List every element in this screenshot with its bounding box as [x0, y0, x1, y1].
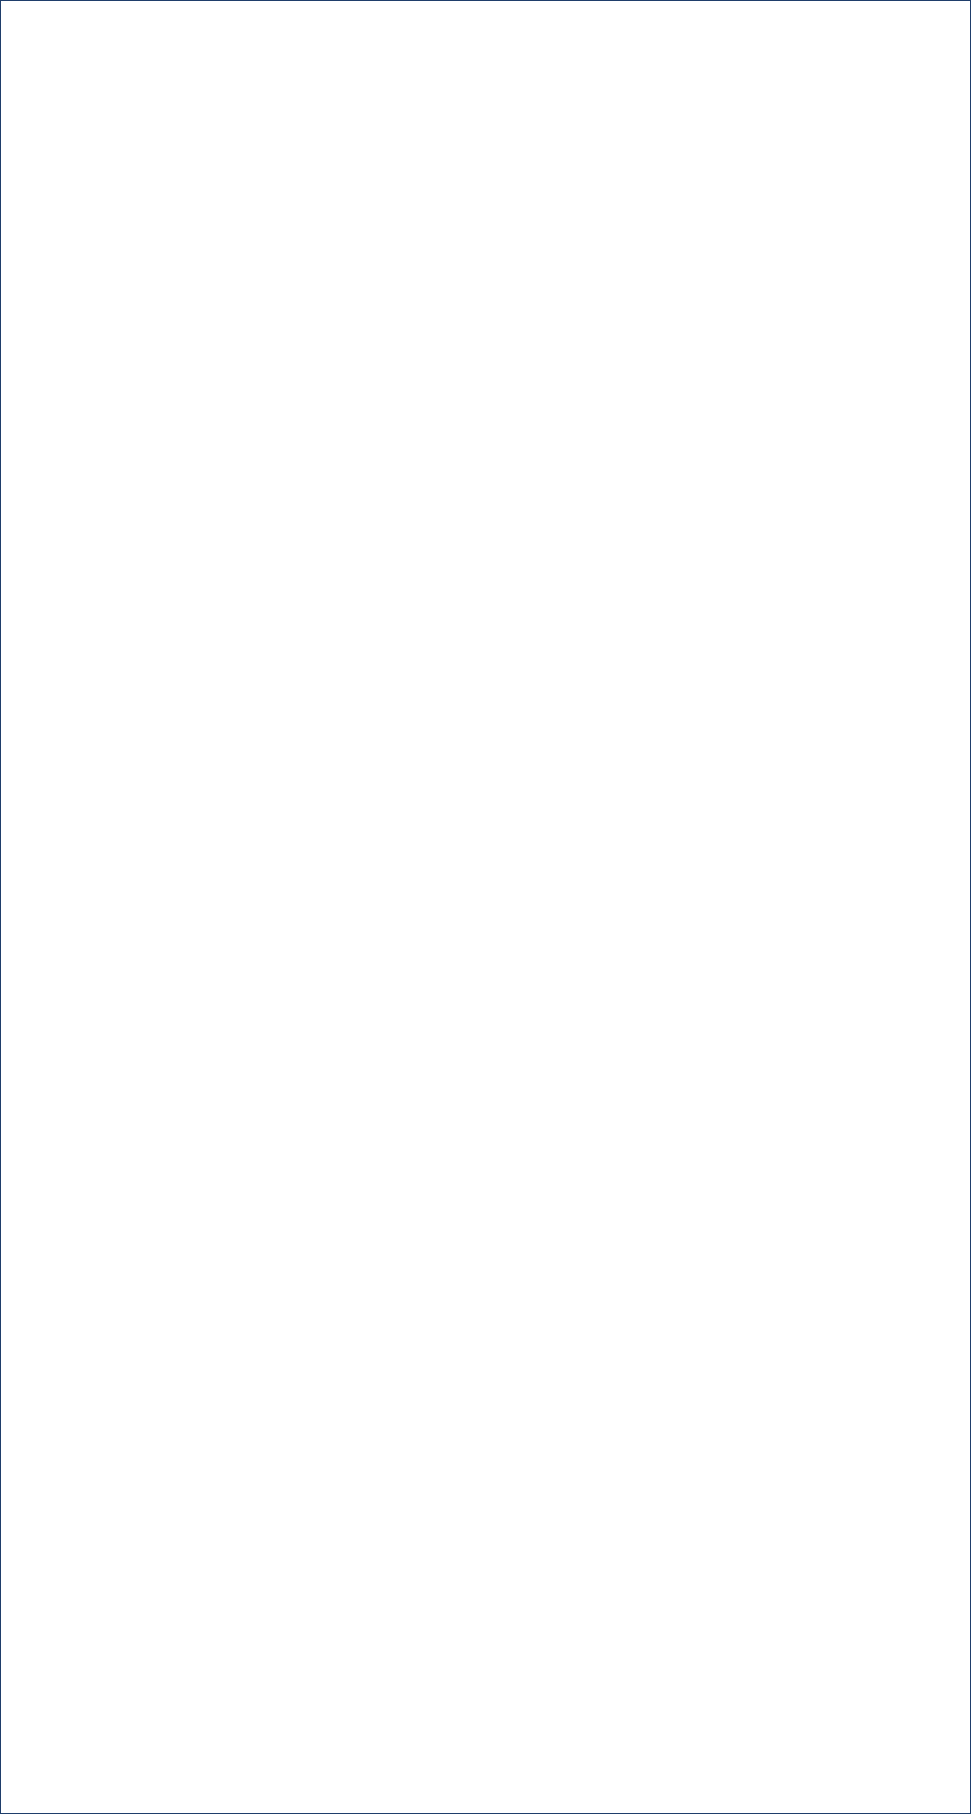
- model-comparison-table: [1, 1, 970, 839]
- common-specs-table: [1, 841, 970, 1813]
